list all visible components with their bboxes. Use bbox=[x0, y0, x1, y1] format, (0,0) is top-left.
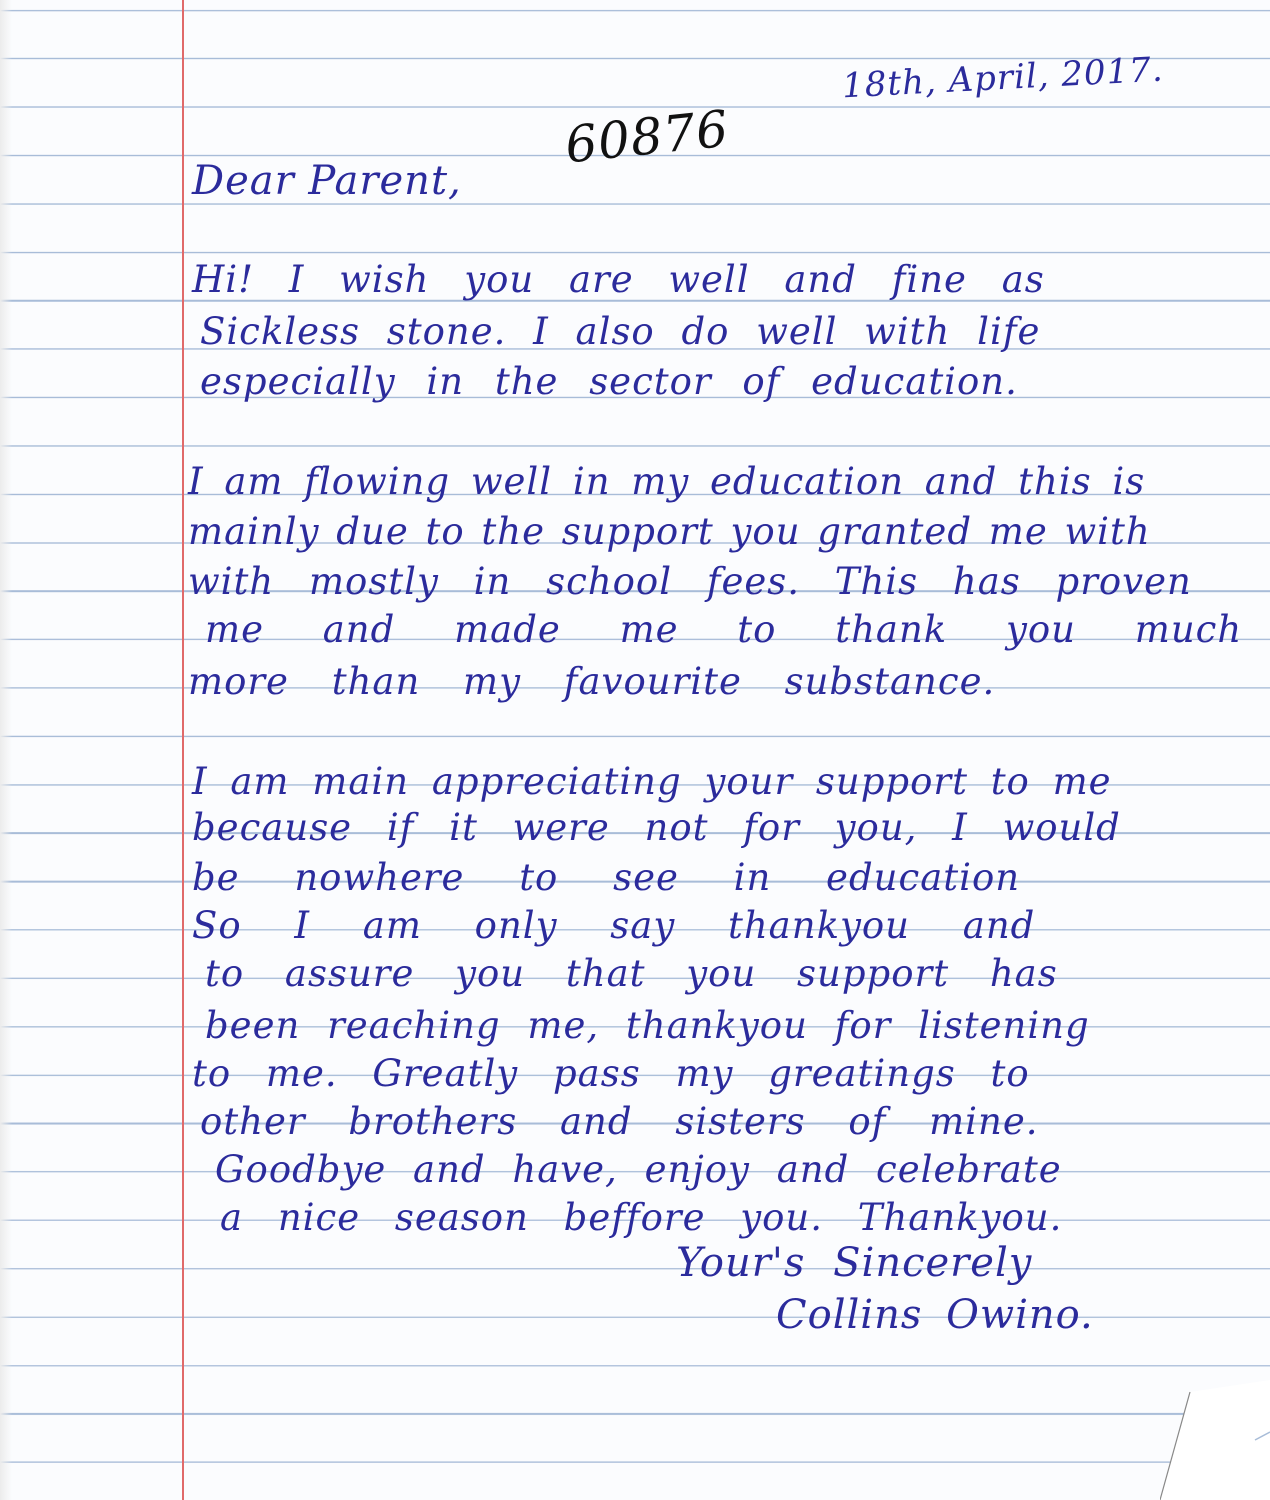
paragraph-3-line-4: So I am only say thankyou and bbox=[192, 904, 1036, 947]
margin-line bbox=[182, 0, 184, 1500]
paragraph-3-line-10: a nice season beffore you. Thankyou. bbox=[220, 1196, 1063, 1239]
paragraph-3-line-6: been reaching me, thankyou for listening bbox=[205, 1004, 1090, 1047]
paragraph-1-line-2: Sickless stone. I also do well with life bbox=[200, 310, 1041, 353]
paragraph-3-line-7: to me. Greatly pass my greatings to bbox=[192, 1052, 1030, 1095]
torn-corner bbox=[1160, 1380, 1270, 1500]
closing: Your's Sincerely bbox=[676, 1240, 1033, 1286]
paragraph-2-line-2: mainly due to the support you granted me with bbox=[188, 510, 1151, 553]
paragraph-1-line-1: Hi! I wish you are well and fine as bbox=[192, 258, 1045, 301]
salutation: Dear Parent, bbox=[192, 158, 462, 204]
paragraph-3-line-3: be nowhere to see in education bbox=[192, 856, 1021, 899]
letter-date: 18th, April, 2017. bbox=[841, 49, 1165, 107]
paragraph-1-line-3: especially in the sector of education. bbox=[200, 360, 1018, 403]
paragraph-3-line-5: to assure you that you support has bbox=[205, 952, 1058, 995]
reference-number: 60876 bbox=[562, 99, 732, 175]
paragraph-3-line-1: I am main appreciating your support to me bbox=[192, 760, 1112, 803]
paragraph-2-line-5: more than my favourite substance. bbox=[188, 660, 996, 703]
paragraph-2-line-4: me and made me to thank you much bbox=[205, 608, 1243, 651]
paragraph-2-line-1: I am flowing well in my education and this is bbox=[188, 460, 1146, 503]
paragraph-3-line-9: Goodbye and have, enjoy and celebrate bbox=[215, 1148, 1062, 1191]
signature: Collins Owino. bbox=[776, 1292, 1094, 1338]
torn-edge bbox=[0, 0, 12, 1500]
paragraph-3-line-2: because if it were not for you, I would bbox=[192, 806, 1121, 849]
paragraph-2-line-3: with mostly in school fees. This has proven bbox=[188, 560, 1192, 603]
paragraph-3-line-8: other brothers and sisters of mine. bbox=[200, 1100, 1039, 1143]
